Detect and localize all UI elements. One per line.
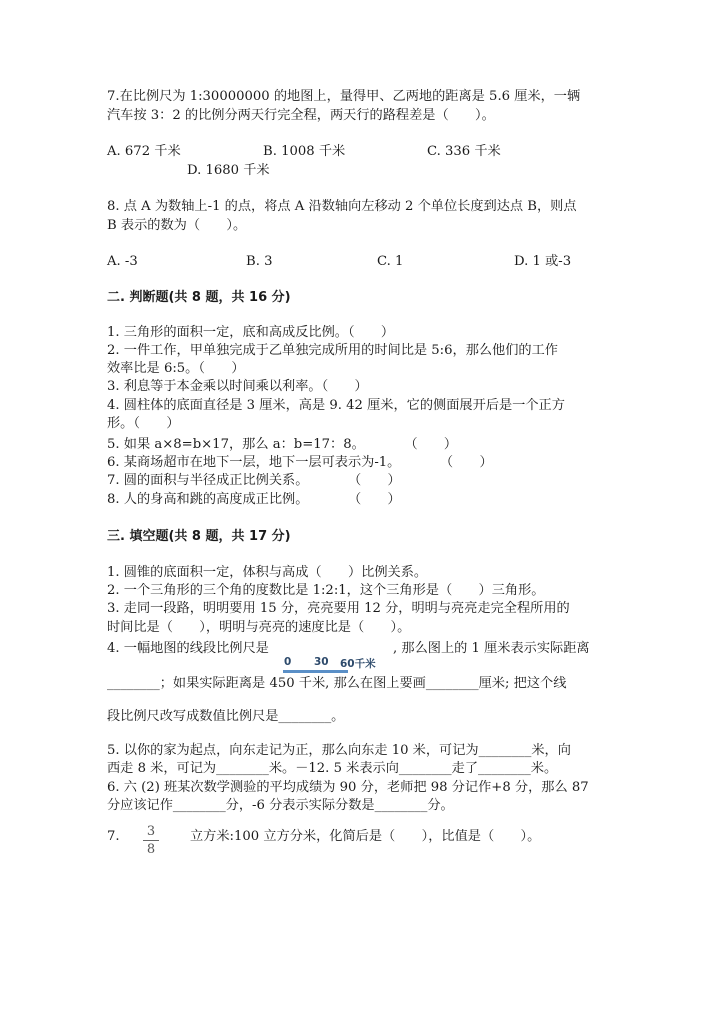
judge-line: 4. 圆柱体的底面直径是 3 厘米，高是 9. 42 厘米，它的侧面展开后是一个正方 (107, 398, 565, 413)
scale-label-60: 60千米 (340, 658, 376, 670)
judge-line: 3. 利息等于本金乘以时间乘以利率。（ ） (107, 379, 368, 394)
fill-q4-start: 4. 一幅地图的线段比例尺是 (107, 641, 269, 656)
question-8-line-2: B 表示的数为（ ）。 (107, 218, 247, 233)
fraction-denominator: 8 (146, 842, 156, 857)
option-c: C. 1 (377, 254, 404, 269)
fill-line: 6. 六 (2) 班某次数学测验的平均成绩为 90 分，老师把 98 分记作+8 分，那么 87 (107, 780, 589, 795)
fill-line: 分应该记作________分，-6 分表示实际分数是________分。 (107, 798, 454, 813)
option-a: A. -3 (107, 254, 138, 269)
fill-q7-number: 7. (107, 829, 120, 844)
fill-line: 2. 一个三角形的三个角的度数比是 1:2:1，这个三角形是（ ）三角形。 (107, 583, 545, 598)
question-7-line-1: 7.在比例尺为 1:30000000 的地图上，量得甲、乙两地的距离是 5.6 厘米，一辆 (107, 89, 581, 104)
section-title-judge: 二. 判断题(共 8 题，共 16 分) (107, 290, 291, 305)
fraction-bar (143, 840, 159, 841)
option-d: D. 1680 千米 (187, 163, 270, 178)
scale-label-0: 0 (284, 656, 292, 668)
option-c: C. 336 千米 (427, 144, 501, 159)
judge-line: 形。（ ） (107, 416, 180, 431)
judge-line: 5. 如果 a×8=b×17，那么 a：b=17：8。 （ ） (107, 437, 458, 452)
fill-q4-line-2: ________；如果实际距离是 450 千米, 那么在图上要画________厘米; 把这个线 (107, 676, 567, 691)
fraction-three-eighths (143, 824, 159, 857)
scale-label-30: 30 (314, 656, 329, 668)
scale-bar-line (283, 670, 348, 673)
fraction-numerator: 3 (146, 824, 156, 839)
fill-q4-end: , 那么图上的 1 厘米表示实际距离 (393, 641, 590, 656)
option-b: B. 3 (246, 254, 273, 269)
question-8-line-1: 8. 点 A 为数轴上-1 的点，将点 A 沿数轴向左移动 2 个单位长度到达点 B，则点 (107, 199, 577, 214)
fill-line: 1. 圆锥的底面积一定，体积与高成（ ）比例关系。 (107, 565, 428, 580)
option-d: D. 1 或-3 (514, 254, 572, 269)
judge-line: 效率比是 6:5。（ ） (107, 361, 245, 376)
judge-line: 2. 一件工作，甲单独完成于乙单独完成所用的时间比是 5:6，那么他们的工作 (107, 343, 558, 358)
option-b: B. 1008 千米 (263, 144, 346, 159)
fill-q7-text: 立方米:100 立方分米，化简后是（ ），比值是（ ）。 (190, 829, 541, 844)
fill-line: 5. 以你的家为起点，向东走记为正，那么向东走 10 米，可记为________米，向 (107, 743, 571, 758)
fill-line: 时间比是（ ），明明与亮亮的速度比是（ ）。 (107, 620, 411, 635)
judge-line: 8. 人的身高和跳的高度成正比例。 （ ） (107, 492, 401, 507)
option-a: A. 672 千米 (107, 144, 181, 159)
fill-line: 西走 8 米，可记为________米。－12. 5 米表示向________走了________米。 (107, 761, 558, 776)
judge-line: 7. 圆的面积与半径成正比例关系。 （ ） (107, 473, 401, 488)
fill-q4-line-3: 段比例尺改写成数值比例尺是________。 (107, 709, 345, 724)
judge-line: 1. 三角形的面积一定，底和高成反比例。（ ） (107, 325, 395, 340)
fill-line: 3. 走同一段路，明明要用 15 分，亮亮要用 12 分，明明与亮亮走完全程所用的 (107, 601, 570, 616)
judge-line: 6. 某商场超市在地下一层，地下一层可表示为-1。 （ ） (107, 455, 493, 470)
section-title-fill: 三. 填空题(共 8 题，共 17 分) (107, 529, 291, 544)
question-7-line-2: 汽车按 3：2 的比例分两天行完全程，两天行的路程差是（ ）。 (107, 108, 495, 123)
